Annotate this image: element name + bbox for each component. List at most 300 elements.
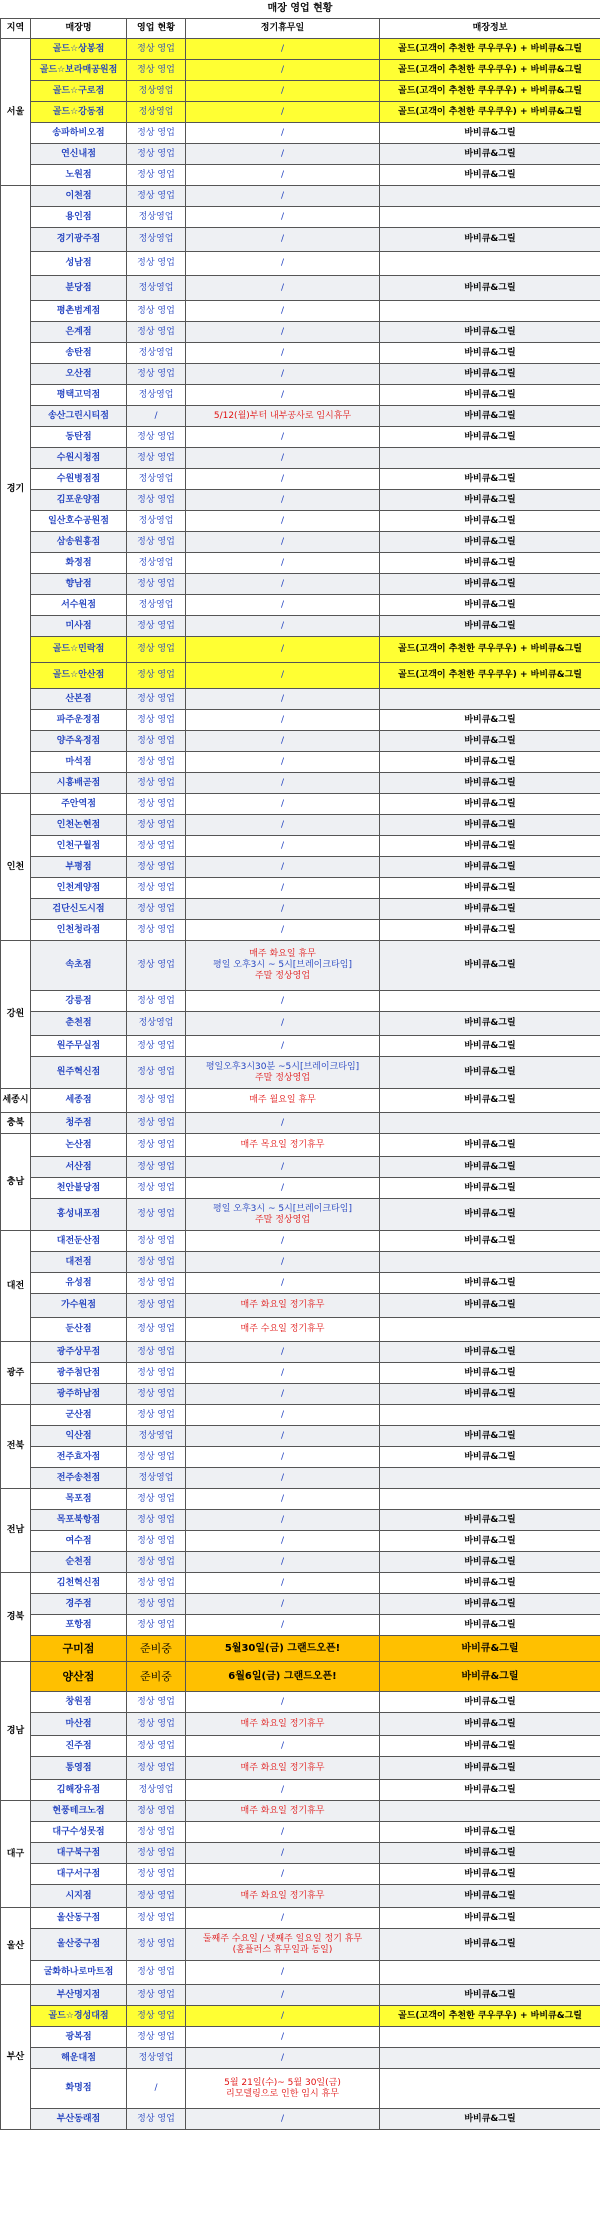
store-name: 광주상무점 xyxy=(31,1342,127,1363)
table-row xyxy=(1,102,600,123)
table-row xyxy=(1,252,600,276)
holiday-cell: / xyxy=(186,1468,380,1489)
page-title: 매장 영업 현황 xyxy=(267,3,333,14)
table-row xyxy=(1,1573,600,1594)
status-cell: 정상 영업 xyxy=(127,731,186,752)
table-row xyxy=(1,553,600,574)
store-name: 목포북항점 xyxy=(31,1510,127,1531)
table-row xyxy=(1,1531,600,1552)
status-cell: 정상 영업 xyxy=(127,574,186,595)
region-cell: 전북 xyxy=(1,1405,31,1489)
store-name: 원주혁신점 xyxy=(31,1057,127,1089)
status-cell: 정상 영업 xyxy=(127,1252,186,1273)
store-info xyxy=(380,448,600,469)
store-info: 바비큐&그릴 xyxy=(380,1426,600,1447)
holiday-cell: 매주 화요일 정기휴무 xyxy=(186,1294,380,1318)
status-cell: 정상영업 xyxy=(127,228,186,252)
store-name: 전주송천점 xyxy=(31,1468,127,1489)
holiday-cell: / xyxy=(186,2048,380,2069)
table-row xyxy=(1,1273,600,1294)
table-row xyxy=(1,2006,600,2027)
status-cell: 정상 영업 xyxy=(127,1801,186,1822)
table-row xyxy=(1,1199,600,1231)
status-cell: 정상영업 xyxy=(127,102,186,123)
table-row xyxy=(1,1636,600,1662)
table-row xyxy=(1,1662,600,1692)
store-name: 광주첨단점 xyxy=(31,1363,127,1384)
table-row xyxy=(1,1294,600,1318)
store-name: 용인점 xyxy=(31,207,127,228)
holiday-cell: / xyxy=(186,102,380,123)
holiday-cell: 매주 화요일 정기휴무 xyxy=(186,1801,380,1822)
store-name: 대구북구점 xyxy=(31,1843,127,1864)
table-row xyxy=(1,123,600,144)
store-name: 경주점 xyxy=(31,1594,127,1615)
status-cell: 정상 영업 xyxy=(127,1843,186,1864)
table-row xyxy=(1,857,600,878)
status-cell: 정상영업 xyxy=(127,553,186,574)
store-info: 바비큐&그릴 xyxy=(380,574,600,595)
store-info: 바비큐&그릴 xyxy=(380,322,600,343)
status-cell: 정상 영업 xyxy=(127,1294,186,1318)
status-cell: 정상 영업 xyxy=(127,663,186,689)
table-row xyxy=(1,1318,600,1342)
store-name: 노원점 xyxy=(31,165,127,186)
store-info: 바비큐&그릴 xyxy=(380,710,600,731)
holiday-cell: / xyxy=(186,322,380,343)
store-name: 인천계양점 xyxy=(31,878,127,899)
holiday-cell: / xyxy=(186,710,380,731)
holiday-cell: 5월30일(금) 그랜드오픈! xyxy=(186,1636,380,1662)
store-name: 향남점 xyxy=(31,574,127,595)
table-row xyxy=(1,1036,600,1057)
holiday-cell: / xyxy=(186,1864,380,1885)
status-cell: 정상 영업 xyxy=(127,1822,186,1843)
status-cell: 정상 영업 xyxy=(127,836,186,857)
store-info: 바비큐&그릴 xyxy=(380,1342,600,1363)
holiday-cell: / xyxy=(186,2109,380,2130)
table-row xyxy=(1,663,600,689)
store-name: 광주하남점 xyxy=(31,1384,127,1405)
store-info: 바비큐&그릴 xyxy=(380,1757,600,1780)
status-cell: 정상 영업 xyxy=(127,1885,186,1908)
holiday-cell: / xyxy=(186,857,380,878)
store-name: 평택고덕점 xyxy=(31,385,127,406)
holiday-cell: 매주 화요일 정기휴무 xyxy=(186,1885,380,1908)
holiday-cell: 매주 수요일 정기휴무 xyxy=(186,1318,380,1342)
table-row xyxy=(1,1426,600,1447)
store-name: 대구수성못점 xyxy=(31,1822,127,1843)
holiday-cell: / xyxy=(186,448,380,469)
holiday-line: 5월 21일(수)~ 5월 30일(금) xyxy=(224,2077,341,2088)
holiday-cell: / xyxy=(186,1113,380,1134)
table-row xyxy=(1,941,600,991)
store-info: 바비큐&그릴 xyxy=(380,343,600,364)
status-cell: 정상 영업 xyxy=(127,920,186,941)
store-info xyxy=(380,252,600,276)
status-cell: 정상 영업 xyxy=(127,1273,186,1294)
store-info xyxy=(380,2027,600,2048)
table-row xyxy=(1,532,600,553)
holiday-cell: / xyxy=(186,469,380,490)
table-row xyxy=(1,710,600,731)
status-cell: 정상영업 xyxy=(127,2048,186,2069)
status-cell: 정상 영업 xyxy=(127,1985,186,2006)
table-row xyxy=(1,2109,600,2130)
table-row xyxy=(1,1342,600,1363)
table-row xyxy=(1,1012,600,1036)
status-cell: 준비중 xyxy=(127,1636,186,1662)
table-row xyxy=(1,836,600,857)
store-name: 화명점 xyxy=(31,2069,127,2109)
region-cell: 전남 xyxy=(1,1489,31,1573)
store-name: 인천논현점 xyxy=(31,815,127,836)
status-cell: / xyxy=(127,406,186,427)
holiday-cell: 매주 화요일 정기휴무 xyxy=(186,1757,380,1780)
table-row xyxy=(1,1113,600,1134)
store-info: 바비큐&그릴 xyxy=(380,1615,600,1636)
table-row xyxy=(1,60,600,81)
store-name: 논산점 xyxy=(31,1134,127,1157)
holiday-line: 주말 정상영업 xyxy=(254,1072,311,1083)
holiday-cell: / xyxy=(186,1157,380,1178)
store-name: 마산점 xyxy=(31,1713,127,1736)
status-cell: 정상 영업 xyxy=(127,1573,186,1594)
store-name: 세종점 xyxy=(31,1089,127,1113)
status-cell: 정상 영업 xyxy=(127,364,186,385)
holiday-cell: / xyxy=(186,1780,380,1801)
store-name: 여수점 xyxy=(31,1531,127,1552)
store-info xyxy=(380,689,600,710)
holiday-cell: / xyxy=(186,207,380,228)
holiday-cell: / xyxy=(186,1447,380,1468)
store-info: 골드(고객이 추천한 쿠우쿠우) + 바비큐&그릴 xyxy=(380,2006,600,2027)
store-name: 진주점 xyxy=(31,1736,127,1757)
status-cell: 정상 영업 xyxy=(127,815,186,836)
store-name: 부산명지점 xyxy=(31,1985,127,2006)
table-row xyxy=(1,991,600,1012)
holiday-cell: / xyxy=(186,1985,380,2006)
table-row xyxy=(1,1757,600,1780)
table-row xyxy=(1,878,600,899)
holiday-cell: / xyxy=(186,773,380,794)
holiday-cell: / xyxy=(186,1822,380,1843)
status-cell: 정상 영업 xyxy=(127,1692,186,1713)
holiday-cell: / xyxy=(186,1510,380,1531)
store-info: 바비큐&그릴 xyxy=(380,752,600,773)
holiday-cell: / xyxy=(186,616,380,637)
region-cell: 경기 xyxy=(1,186,31,794)
holiday-cell: / xyxy=(186,186,380,207)
table-row xyxy=(1,165,600,186)
table-row xyxy=(1,899,600,920)
store-info: 바비큐&그릴 xyxy=(380,427,600,448)
status-cell: 정상 영업 xyxy=(127,532,186,553)
holiday-line: (홈플러스 휴무일과 동일) xyxy=(232,1944,333,1955)
table-row xyxy=(1,920,600,941)
store-name: 천안불당점 xyxy=(31,1178,127,1199)
holiday-cell: / xyxy=(186,663,380,689)
store-info: 바비큐&그릴 xyxy=(380,1012,600,1036)
table-row xyxy=(1,1510,600,1531)
status-cell: 정상 영업 xyxy=(127,322,186,343)
store-info: 바비큐&그릴 xyxy=(380,1036,600,1057)
store-name: 오산점 xyxy=(31,364,127,385)
status-cell: 정상 영업 xyxy=(127,899,186,920)
holiday-cell: / xyxy=(186,1036,380,1057)
table-row xyxy=(1,1736,600,1757)
status-cell: 정상 영업 xyxy=(127,165,186,186)
holiday-cell xyxy=(186,1199,380,1231)
region-cell: 대전 xyxy=(1,1231,31,1342)
holiday-cell xyxy=(186,2069,380,2109)
store-info: 바비큐&그릴 xyxy=(380,1178,600,1199)
table-row xyxy=(1,406,600,427)
store-info: 바비큐&그릴 xyxy=(380,469,600,490)
store-name: 수원시청점 xyxy=(31,448,127,469)
store-info: 바비큐&그릴 xyxy=(380,941,600,991)
holiday-cell: / xyxy=(186,1178,380,1199)
region-cell: 대구 xyxy=(1,1801,31,1908)
region-cell: 충남 xyxy=(1,1134,31,1231)
holiday-line: 주말 정상영업 xyxy=(254,971,311,981)
store-name: 은계점 xyxy=(31,322,127,343)
store-info xyxy=(380,207,600,228)
holiday-line: 평일 오후3시 ~ 5시[브레이크타임] xyxy=(213,960,352,970)
store-info: 바비큐&그릴 xyxy=(380,1736,600,1757)
holiday-cell: / xyxy=(186,1252,380,1273)
store-info: 바비큐&그릴 xyxy=(380,276,600,301)
status-cell: 정상 영업 xyxy=(127,1384,186,1405)
status-cell: 정상영업 xyxy=(127,207,186,228)
store-info: 바비큐&그릴 xyxy=(380,878,600,899)
store-name: 양산점 xyxy=(31,1662,127,1692)
region-cell: 경남 xyxy=(1,1662,31,1801)
store-name: 골드☆상봉점 xyxy=(31,39,127,60)
holiday-cell: / xyxy=(186,836,380,857)
store-name: 광복점 xyxy=(31,2027,127,2048)
holiday-cell: / xyxy=(186,1405,380,1426)
store-info: 바비큐&그릴 xyxy=(380,1822,600,1843)
store-info: 골드(고객이 추천한 쿠우쿠우) + 바비큐&그릴 xyxy=(380,663,600,689)
table-row xyxy=(1,616,600,637)
store-info: 바비큐&그릴 xyxy=(380,836,600,857)
table-row xyxy=(1,490,600,511)
store-info: 바비큐&그릴 xyxy=(380,1231,600,1252)
table-row xyxy=(1,1692,600,1713)
store-info: 바비큐&그릴 xyxy=(380,1692,600,1713)
header-store: 매장명 xyxy=(31,19,127,39)
store-name: 현풍테크노점 xyxy=(31,1801,127,1822)
store-name: 속초점 xyxy=(31,941,127,991)
table-row xyxy=(1,1468,600,1489)
store-name: 익산점 xyxy=(31,1426,127,1447)
store-name: 일산호수공원점 xyxy=(31,511,127,532)
holiday-cell: / xyxy=(186,364,380,385)
store-name: 굴화하나로마트점 xyxy=(31,1961,127,1985)
store-info: 바비큐&그릴 xyxy=(380,1573,600,1594)
status-cell: 정상영업 xyxy=(127,511,186,532)
region-cell: 경북 xyxy=(1,1573,31,1662)
status-cell: 정상영업 xyxy=(127,81,186,102)
holiday-cell: / xyxy=(186,39,380,60)
status-cell: 정상 영업 xyxy=(127,186,186,207)
region-cell: 충북 xyxy=(1,1113,31,1134)
store-name: 이천점 xyxy=(31,186,127,207)
table-row xyxy=(1,1231,600,1252)
store-info xyxy=(380,2048,600,2069)
table-row xyxy=(1,469,600,490)
status-cell: 준비중 xyxy=(127,1662,186,1692)
holiday-cell: / xyxy=(186,252,380,276)
store-name: 김천혁신점 xyxy=(31,1573,127,1594)
store-info: 바비큐&그릴 xyxy=(380,532,600,553)
holiday-line: 둘째주 수요일 / 넷째주 일요일 정기 휴무 xyxy=(202,1933,363,1944)
store-info: 바비큐&그릴 xyxy=(380,1057,600,1089)
store-name: 구미점 xyxy=(31,1636,127,1662)
store-info xyxy=(380,186,600,207)
store-name: 골드☆민락점 xyxy=(31,637,127,663)
holiday-cell: / xyxy=(186,511,380,532)
store-name: 순천점 xyxy=(31,1552,127,1573)
status-cell: 정상 영업 xyxy=(127,1447,186,1468)
holiday-cell: / xyxy=(186,2006,380,2027)
store-info: 바비큐&그릴 xyxy=(380,1885,600,1908)
holiday-cell: / xyxy=(186,1012,380,1036)
holiday-cell: / xyxy=(186,343,380,364)
holiday-cell: / xyxy=(186,427,380,448)
status-cell: 정상 영업 xyxy=(127,1757,186,1780)
store-info: 바비큐&그릴 xyxy=(380,2109,600,2130)
holiday-cell: / xyxy=(186,815,380,836)
store-info: 바비큐&그릴 xyxy=(380,1713,600,1736)
holiday-cell: / xyxy=(186,301,380,322)
store-name: 골드☆안산점 xyxy=(31,663,127,689)
table-row xyxy=(1,448,600,469)
holiday-cell: / xyxy=(186,228,380,252)
table-row xyxy=(1,1363,600,1384)
store-info: 바비큐&그릴 xyxy=(380,920,600,941)
holiday-cell: / xyxy=(186,752,380,773)
store-info: 골드(고객이 추천한 쿠우쿠우) + 바비큐&그릴 xyxy=(380,39,600,60)
store-name: 시지점 xyxy=(31,1885,127,1908)
holiday-cell: / xyxy=(186,553,380,574)
store-name: 인천청라점 xyxy=(31,920,127,941)
store-info: 바비큐&그릴 xyxy=(380,773,600,794)
holiday-line: 리모델링으로 인한 임시 휴무 xyxy=(226,2088,339,2099)
status-cell: 정상 영업 xyxy=(127,60,186,81)
table-row xyxy=(1,1089,600,1113)
store-info: 바비큐&그릴 xyxy=(380,1636,600,1662)
store-name: 창원점 xyxy=(31,1692,127,1713)
table-row xyxy=(1,752,600,773)
status-cell: 정상영업 xyxy=(127,1780,186,1801)
status-cell: 정상영업 xyxy=(127,595,186,616)
table-row xyxy=(1,427,600,448)
store-name: 마석점 xyxy=(31,752,127,773)
store-info: 바비큐&그릴 xyxy=(380,1134,600,1157)
store-name: 부산동래점 xyxy=(31,2109,127,2130)
store-info xyxy=(380,1801,600,1822)
holiday-cell: / xyxy=(186,1594,380,1615)
store-info: 바비큐&그릴 xyxy=(380,406,600,427)
store-info: 바비큐&그릴 xyxy=(380,1157,600,1178)
table-row xyxy=(1,511,600,532)
status-cell: 정상 영업 xyxy=(127,794,186,815)
holiday-cell: / xyxy=(186,595,380,616)
table-row xyxy=(1,276,600,301)
table-row xyxy=(1,1489,600,1510)
status-cell: 정상 영업 xyxy=(127,1231,186,1252)
holiday-cell: / xyxy=(186,276,380,301)
table-row xyxy=(1,1985,600,2006)
store-name: 검단신도시점 xyxy=(31,899,127,920)
store-name: 대전둔산점 xyxy=(31,1231,127,1252)
holiday-cell: 매주 화요일 정기휴무 xyxy=(186,1713,380,1736)
store-name: 군산점 xyxy=(31,1405,127,1426)
table-row xyxy=(1,385,600,406)
header-info: 매장정보 xyxy=(380,19,600,39)
store-info: 바비큐&그릴 xyxy=(380,1908,600,1929)
store-info: 바비큐&그릴 xyxy=(380,1273,600,1294)
table-row xyxy=(1,322,600,343)
table-row xyxy=(1,1908,600,1929)
holiday-cell: 6월6일(금) 그랜드오픈! xyxy=(186,1662,380,1692)
status-cell: 정상 영업 xyxy=(127,2027,186,2048)
table-row xyxy=(1,731,600,752)
status-cell: 정상영업 xyxy=(127,276,186,301)
store-name: 시흥배곧점 xyxy=(31,773,127,794)
store-info xyxy=(380,1252,600,1273)
status-cell: 정상 영업 xyxy=(127,941,186,991)
store-info: 바비큐&그릴 xyxy=(380,731,600,752)
table-row xyxy=(1,794,600,815)
store-name: 원주무실점 xyxy=(31,1036,127,1057)
status-cell: 정상 영업 xyxy=(127,144,186,165)
store-name: 부평점 xyxy=(31,857,127,878)
holiday-cell: / xyxy=(186,1615,380,1636)
store-name: 김해장유점 xyxy=(31,1780,127,1801)
status-cell: 정상 영업 xyxy=(127,1405,186,1426)
holiday-cell: / xyxy=(186,60,380,81)
holiday-cell: 5/12(월)부터 내부공사로 임시휴무 xyxy=(186,406,380,427)
store-info: 바비큐&그릴 xyxy=(380,1531,600,1552)
holiday-cell xyxy=(186,1057,380,1089)
status-cell: 정상 영업 xyxy=(127,1342,186,1363)
store-name: 송산그린시티점 xyxy=(31,406,127,427)
status-cell: 정상 영업 xyxy=(127,1199,186,1231)
table-row xyxy=(1,81,600,102)
holiday-cell: / xyxy=(186,1384,380,1405)
store-name: 화정점 xyxy=(31,553,127,574)
status-cell: 정상 영업 xyxy=(127,1318,186,1342)
store-name: 골드☆경성대점 xyxy=(31,2006,127,2027)
store-info: 바비큐&그릴 xyxy=(380,1929,600,1961)
holiday-cell: / xyxy=(186,689,380,710)
holiday-cell: / xyxy=(186,1961,380,1985)
holiday-cell: / xyxy=(186,165,380,186)
holiday-line: 주말 정상영업 xyxy=(254,1214,311,1225)
status-cell: 정상 영업 xyxy=(127,1908,186,1929)
store-info: 바비큐&그릴 xyxy=(380,595,600,616)
store-info xyxy=(380,991,600,1012)
store-name: 해운대점 xyxy=(31,2048,127,2069)
holiday-cell xyxy=(186,1929,380,1961)
store-name: 산본점 xyxy=(31,689,127,710)
store-info: 골드(고객이 추천한 쿠우쿠우) + 바비큐&그릴 xyxy=(380,637,600,663)
table-row xyxy=(1,1447,600,1468)
status-cell: 정상영업 xyxy=(127,1012,186,1036)
